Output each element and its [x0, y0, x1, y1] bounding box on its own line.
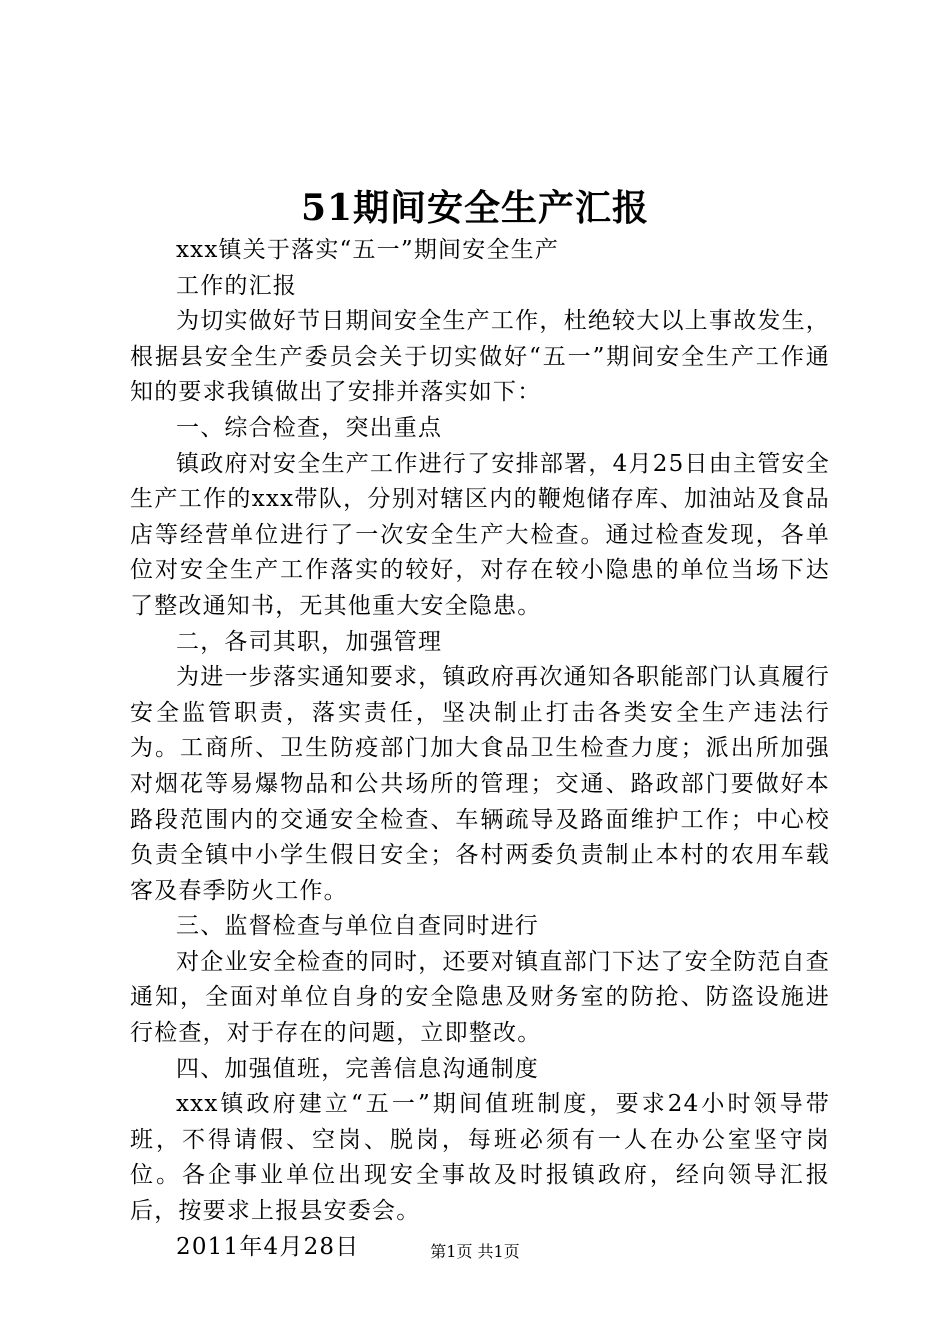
document-date: 2011年4月28日 — [176, 1233, 360, 1260]
page-footer: 第1页 共1页 — [430, 1242, 520, 1261]
intro-paragraph: 为切实做好节日期间安全生产工作，杜绝较大以上事故发生，根据县安全生产委员会关于切实做好“五一”期间安全生产工作通知的要求我镇做出了安排并落实如下： — [130, 308, 830, 406]
section-heading-2: 二，各司其职，加强管理 — [176, 628, 443, 655]
section-paragraph-3: 对企业安全检查的同时，还要对镇直部门下达了安全防范自查通知，全面对单位自身的安全隐患及财务室的防抢、防盗设施进行检查，对于存在的问题，立即整改。 — [130, 948, 830, 1047]
document-title: 51期间安全生产汇报 — [300, 187, 650, 229]
document-body — [130, 233, 830, 1265]
recipient-heading-line-2: 工作的汇报 — [176, 272, 297, 299]
section-heading-3: 三、监督检查与单位自查同时进行 — [176, 913, 539, 940]
section-paragraph-4: xxx镇政府建立“五一”期间值班制度，要求24小时领导带班，不得请假、空岗、脱岗，每班必须有一人在办公室坚守岗位。各企事业单位出现安全事故及时报镇政府，经向领导汇报后，按要求上报县安委会。 — [130, 1091, 830, 1225]
section-paragraph-2: 为进一步落实通知要求，镇政府再次通知各职能部门认真履行安全监管职责，落实责任，坚决制止打击各类安全生产违法行为。工商所、卫生防疫部门加大食品卫生检查力度；派出所加强对烟花等易爆物品和公共场所的管理；交通、路政部门要做好本路段范围内的交通安全检查、车辆疏导及路面维护工作；中心校负责全镇中小学生假日安全；各村两委负责制止本村的农用车载客及春季防火工作。 — [130, 664, 830, 904]
recipient-heading-line-1: xxx镇关于落实“五一”期间安全生产 — [176, 237, 560, 263]
section-paragraph-1: 镇政府对安全生产工作进行了安排部署，4月25日由主管安全生产工作的xxx带队，分别对辖区内的鞭炮储存库、加油站及食品店等经营单位进行了一次安全生产大检查。通过检查发现，各单位对安全生产工作落实的较好，对存在较小隐患的单位当场下达了整改通知书，无其他重大安全隐患。 — [130, 450, 830, 619]
section-heading-4: 四、加强值班，完善信息沟通制度 — [176, 1055, 539, 1082]
section-heading-1: 一、综合检查，突出重点 — [176, 414, 443, 441]
